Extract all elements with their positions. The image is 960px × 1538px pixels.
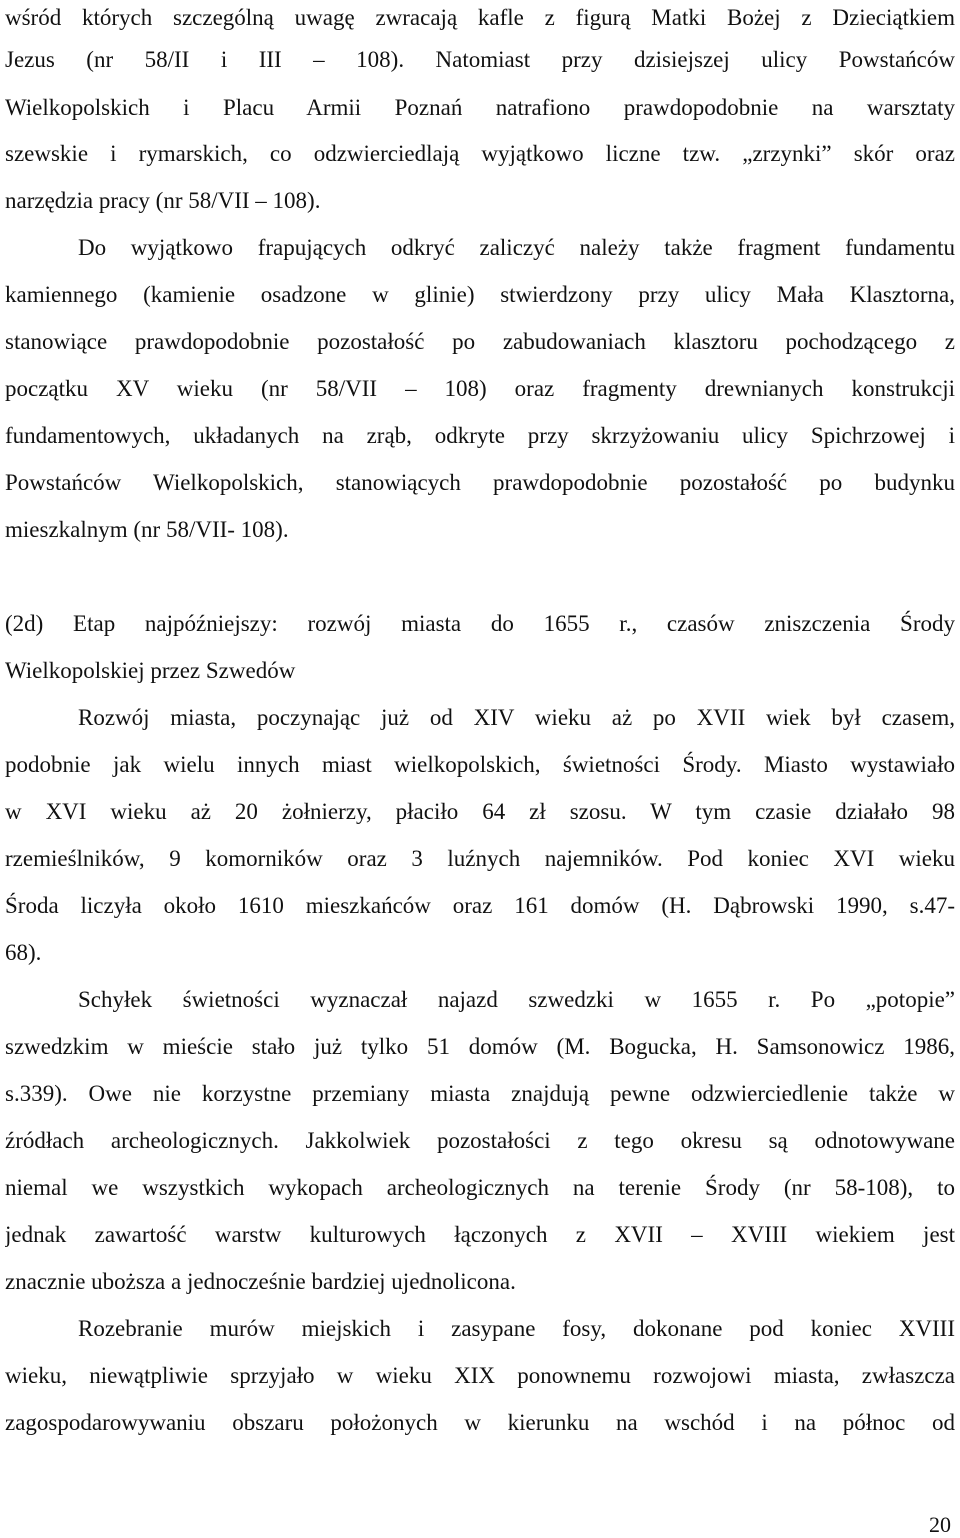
document-page	[5, 0, 955, 1537]
text-line: niemal we wszystkich wykopach archeologicznych na terenie Środy (nr 58-108), to	[5, 1175, 955, 1200]
text-line: Rozebranie murów miejskich i zasypane fosy, dokonane pod koniec XVIII	[78, 1316, 955, 1341]
text-line: s.339). Owe nie korzystne przemiany miasta znajdują pewne odzwierciedlenie także w	[5, 1081, 955, 1106]
text-line: Wielkopolskich i Placu Armii Poznań natrafiono prawdopodobnie na warsztaty	[5, 95, 955, 120]
text-line: rzemieślników, 9 komorników oraz 3 luźnych najemników. Pod koniec XVI wieku	[5, 846, 955, 871]
text-line: początku XV wieku (nr 58/VII – 108) oraz fragmenty drewnianych konstrukcji	[5, 376, 955, 401]
text-line: znacznie uboższa a jednocześnie bardziej ujednolicona.	[5, 1269, 516, 1294]
text-line: wśród których szczególną uwagę zwracają kafle z figurą Matki Bożej z Dzieciątkiem	[5, 5, 955, 30]
text-line: Środa liczyła około 1610 mieszkańców oraz 161 domów (H. Dąbrowski 1990, s.47-	[5, 893, 955, 918]
text-line: Rozwój miasta, poczynając już od XIV wieku aż po XVII wiek był czasem,	[78, 705, 955, 730]
text-line: stanowiące prawdopodobnie pozostałość po zabudowaniach klasztoru pochodzącego z	[5, 329, 955, 354]
text-line: wieku, niewątpliwie sprzyjało w wieku XIX ponownemu rozwojowi miasta, zwłaszcza	[5, 1363, 955, 1388]
page-number: 20	[929, 1512, 951, 1537]
heading-line: Wielkopolskiej przez Szwedów	[5, 658, 296, 683]
text-line: szwedzkim w mieście stało już tylko 51 domów (M. Bogucka, H. Samsonowicz 1986,	[5, 1034, 955, 1059]
text-line: Do wyjątkowo frapujących odkryć zaliczyć należy także fragment fundamentu	[78, 235, 955, 260]
text-line: szewskie i rymarskich, co odzwierciedlają wyjątkowo liczne tzw. „zrzynki” skór oraz	[5, 141, 955, 166]
text-line: 68).	[5, 940, 42, 965]
text-line: jednak zawartość warstw kulturowych łączonych z XVII – XVIII wiekiem jest	[5, 1222, 955, 1247]
text-line: w XVI wieku aż 20 żołnierzy, płaciło 64 zł szosu. W tym czasie działało 98	[5, 799, 955, 824]
text-line: mieszkalnym (nr 58/VII- 108).	[5, 517, 289, 542]
text-line: kamiennego (kamienie osadzone w glinie) stwierdzony przy ulicy Mała Klasztorna,	[5, 282, 955, 307]
heading-line: (2d) Etap najpóźniejszy: rozwój miasta do 1655 r., czasów zniszczenia Środy	[5, 611, 955, 636]
text-line: fundamentowych, układanych na zrąb, odkryte przy skrzyżowaniu ulicy Spichrzowej i	[5, 423, 955, 448]
text-line: źródłach archeologicznych. Jakkolwiek pozostałości z tego okresu są odnotowywane	[5, 1128, 955, 1153]
text-line: Powstańców Wielkopolskich, stanowiących prawdopodobnie pozostałość po budynku	[5, 470, 955, 495]
text-line: Jezus (nr 58/II i III – 108). Natomiast przy dzisiejszej ulicy Powstańców	[5, 47, 955, 72]
text-line: podobnie jak wielu innych miast wielkopolskich, świetności Środy. Miasto wystawiało	[5, 752, 955, 777]
text-line: narzędzia pracy (nr 58/VII – 108).	[5, 188, 321, 213]
text-line: zagospodarowywaniu obszaru położonych w kierunku na wschód i na północ od	[5, 1410, 955, 1435]
text-line: Schyłek świetności wyznaczał najazd szwedzki w 1655 r. Po „potopie”	[78, 987, 955, 1012]
